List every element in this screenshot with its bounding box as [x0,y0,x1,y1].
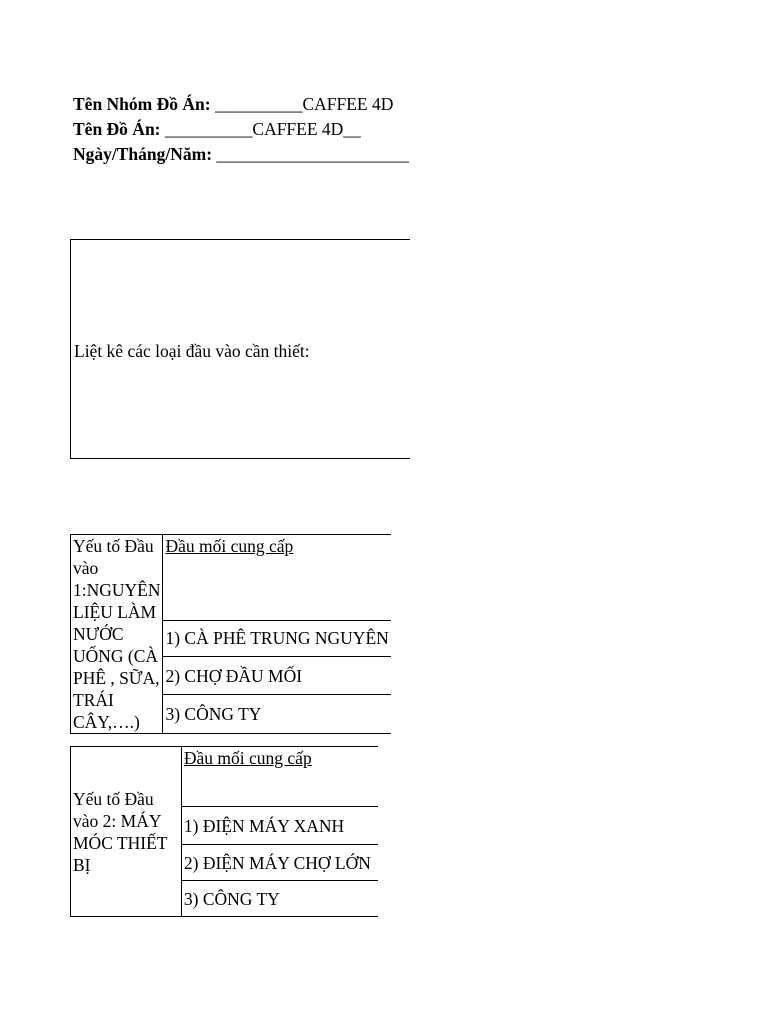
project-name-label: Tên Đồ Án: [73,119,161,139]
factor-2-supplier-header: Đầu mối cung cấp [181,747,378,807]
date-row [73,142,409,167]
document-header [73,92,409,167]
factor-2-name: Yếu tố Đầu vào 2: MÁY MÓC THIẾT BỊ [71,747,182,917]
date-label: Ngày/Tháng/Năm: [73,144,213,164]
inputs-list-box [70,239,410,459]
project-name-value: __________CAFFEE 4D__ [160,119,361,139]
factor-1-name: Yếu tố Đầu vào 1:NGUYÊN LIỆU LÀM NƯỚC UỐNG (CÀ PHÊ , SỮA, TRÁI CÂY,….) [71,535,163,734]
factor-2-supplier-1: 1) ĐIỆN MÁY XANH [181,807,378,845]
group-name-label: Tên Nhóm Đồ Án: [73,94,211,114]
factor-2-supplier-2: 2) ĐIỆN MÁY CHỢ LỚN [181,845,378,881]
factor-1-supplier-1: 1) CÀ PHÊ TRUNG NGUYÊN [163,620,391,656]
input-factor-table-1 [70,534,391,734]
factor-2-supplier-3: 3) CÔNG TY [181,881,378,917]
group-name-value: __________CAFFEE 4D [210,94,394,114]
date-value: ______________________ [212,144,409,164]
input-factor-table-2 [70,746,378,917]
inputs-list-caption: Liệt kê các loại đầu vào cần thiết: [74,341,310,361]
factor-1-supplier-header: Đầu mối cung cấp [163,535,391,621]
group-name-row [73,92,409,117]
factor-1-supplier-3: 3) CÔNG TY [163,695,391,734]
factor-1-supplier-2: 2) CHỢ ĐẦU MỐI [163,656,391,695]
project-name-row [73,117,409,142]
